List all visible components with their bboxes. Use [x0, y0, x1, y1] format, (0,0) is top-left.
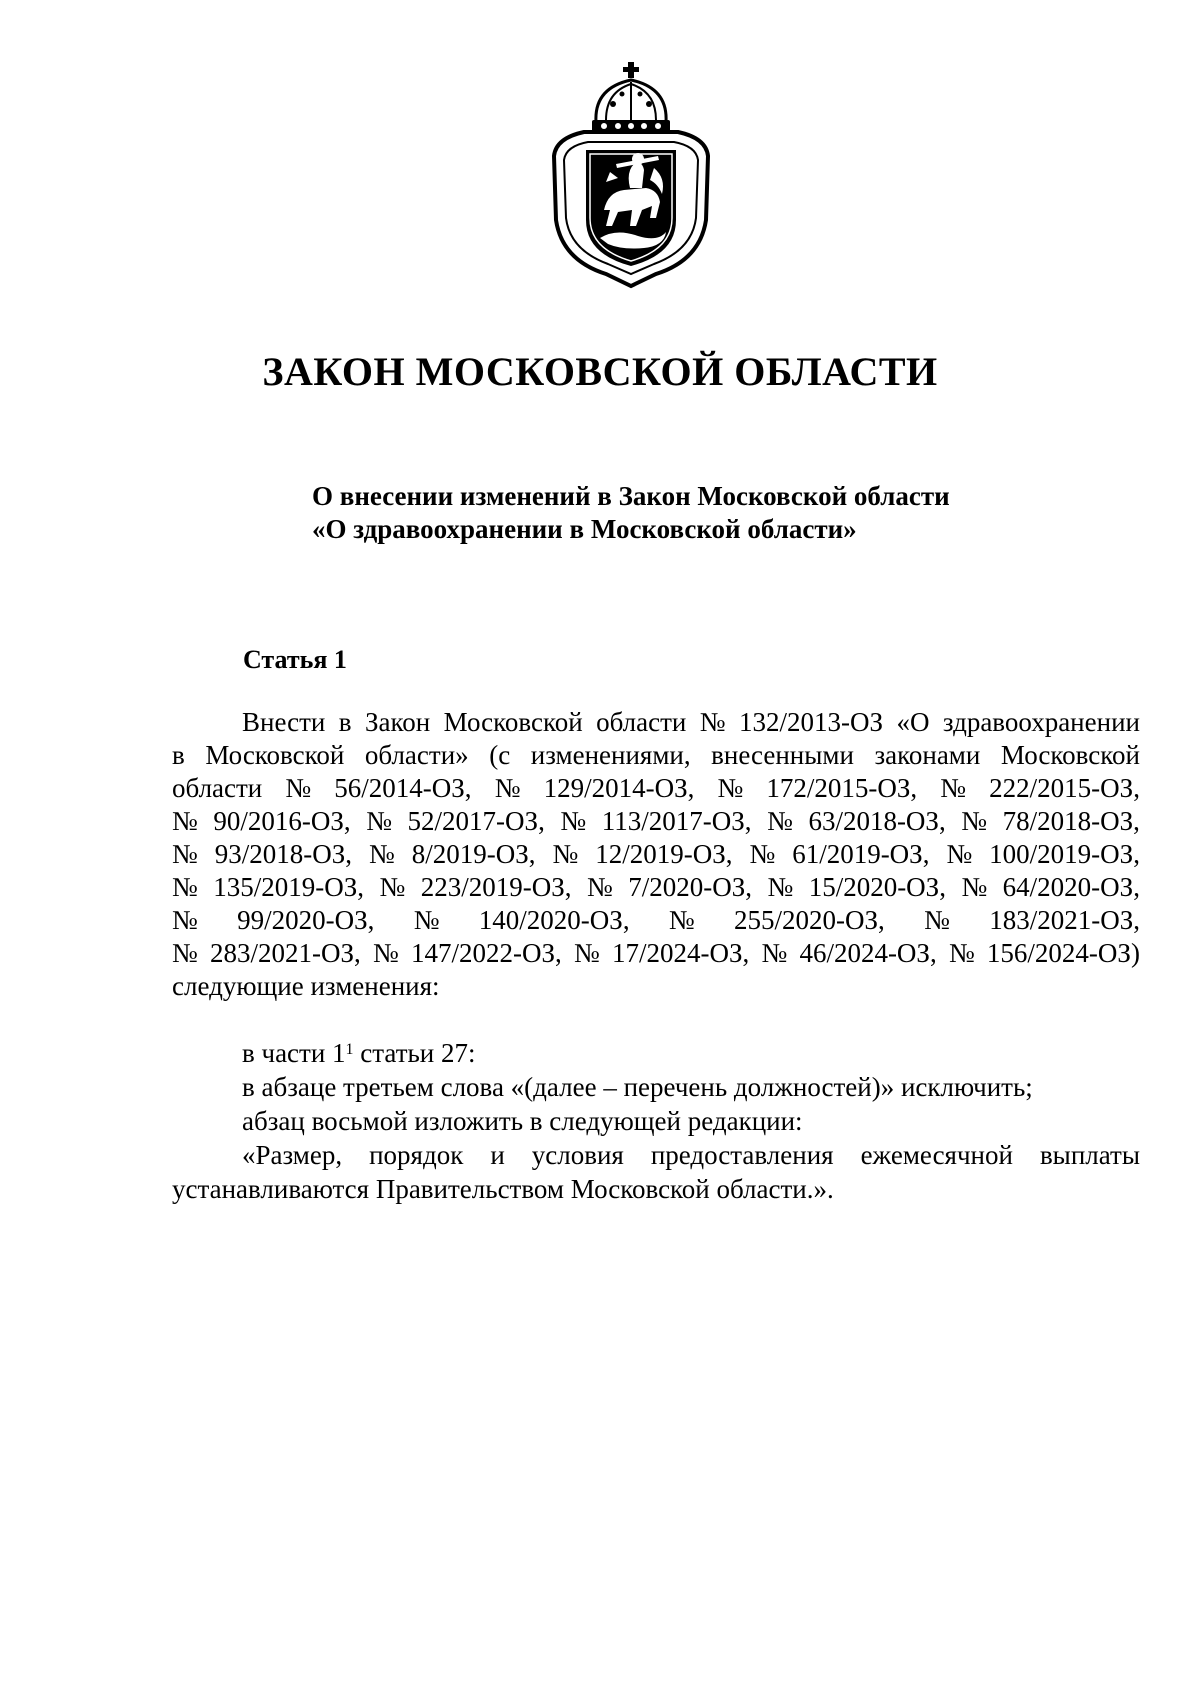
- word: 8/2019-ОЗ,: [411, 839, 536, 869]
- word: 64/2020-ОЗ,: [1002, 872, 1140, 902]
- paragraph-line: [172, 970, 1140, 1003]
- coat-of-arms-icon: [546, 60, 716, 290]
- paragraph-line: [172, 838, 1140, 871]
- word: изменениями,: [530, 740, 691, 770]
- word: 17/2024-ОЗ,: [611, 938, 750, 968]
- word: №: [948, 938, 975, 968]
- word: Внести: [242, 707, 326, 737]
- word: 255/2020-ОЗ,: [734, 905, 885, 935]
- word: №: [366, 806, 392, 836]
- word: 132/2013-ОЗ: [739, 707, 884, 737]
- amendment-part-line: [172, 1037, 1140, 1070]
- word: законами: [874, 740, 981, 770]
- subtitle-line: О внесении изменений в Закон Московской области: [312, 481, 950, 511]
- article-body: [172, 706, 1140, 1207]
- word: выплаты: [1039, 1140, 1140, 1170]
- paragraph-line: [172, 805, 1140, 838]
- paragraph-line: [172, 706, 1140, 739]
- word: в: [338, 707, 352, 737]
- word: №: [961, 872, 988, 902]
- word: предоставления: [650, 1140, 834, 1170]
- word: №: [961, 806, 988, 836]
- word: №: [172, 938, 198, 968]
- word: 99/2020-ОЗ,: [237, 905, 375, 935]
- word: в: [172, 740, 185, 770]
- paragraph-line: [172, 937, 1140, 970]
- word: №: [946, 839, 973, 869]
- word: №: [372, 938, 399, 968]
- paragraph-line: [172, 772, 1140, 805]
- quoted-text-line: устанавливаются Правительством Московской области.».: [172, 1174, 834, 1204]
- word: следующие изменения:: [172, 971, 440, 1001]
- word: №: [761, 938, 788, 968]
- amendment-part-superscript: 1: [345, 1041, 354, 1058]
- word: Московской: [205, 740, 345, 770]
- word: 172/2015-ОЗ,: [766, 773, 918, 803]
- amendment-part-suffix: статьи 27:: [353, 1038, 476, 1068]
- word: 135/2019-ОЗ,: [213, 872, 365, 902]
- word: №: [767, 806, 793, 836]
- word: области: [172, 773, 263, 803]
- main-paragraph: [172, 706, 1140, 1003]
- word: №: [494, 773, 521, 803]
- word: №: [172, 905, 198, 935]
- amendment-part-prefix: в части 1: [242, 1038, 346, 1068]
- quoted-text-line: [172, 1139, 1140, 1172]
- amendment-line: абзац восьмой изложить в следующей редакции:: [242, 1106, 803, 1136]
- word: №: [749, 839, 776, 869]
- word: 223/2019-ОЗ,: [420, 872, 572, 902]
- word: условия: [531, 1140, 624, 1170]
- word: 63/2018-ОЗ,: [808, 806, 946, 836]
- word: ежемесячной: [860, 1140, 1013, 1170]
- word: Московской: [443, 707, 583, 737]
- word: 90/2016-ОЗ,: [213, 806, 351, 836]
- word: №: [668, 905, 695, 935]
- word: №: [560, 806, 587, 836]
- word: 56/2014-ОЗ,: [334, 773, 472, 803]
- word: №: [924, 905, 950, 935]
- article-heading: Статья 1: [243, 645, 347, 674]
- word: здравоохранении: [942, 707, 1140, 737]
- word: внесенными: [711, 740, 854, 770]
- word: Закон: [364, 707, 431, 737]
- word: области»: [364, 740, 469, 770]
- word: и: [490, 1140, 505, 1170]
- amendment-line: в абзаце третьем слова «(далее – перечень должностей)» исключить;: [242, 1072, 1033, 1102]
- word: «О: [896, 707, 930, 737]
- paragraph-line: [172, 739, 1140, 772]
- law-subtitle: [312, 480, 1072, 546]
- word: №: [586, 872, 613, 902]
- word: №: [172, 839, 198, 869]
- word: №: [940, 773, 967, 803]
- word: «Размер,: [242, 1140, 343, 1170]
- word: 52/2017-ОЗ,: [407, 806, 545, 836]
- word: №: [368, 839, 395, 869]
- subtitle-line: «О здравоохранении в Московской области»: [312, 514, 857, 544]
- word: №: [573, 938, 600, 968]
- word: №: [413, 905, 440, 935]
- law-title: ЗАКОН МОСКОВСКОЙ ОБЛАСТИ: [262, 349, 938, 394]
- word: 183/2021-ОЗ,: [989, 905, 1140, 935]
- word: №: [767, 872, 794, 902]
- word: 93/2018-ОЗ,: [214, 839, 353, 869]
- word: №: [717, 773, 744, 803]
- word: 100/2019-ОЗ,: [989, 839, 1140, 869]
- word: порядок: [369, 1140, 464, 1170]
- word: 113/2017-ОЗ,: [601, 806, 752, 836]
- word: (с: [489, 740, 511, 770]
- word: 129/2014-ОЗ,: [543, 773, 695, 803]
- word: №: [379, 872, 406, 902]
- paragraph-line: [172, 904, 1140, 937]
- word: №: [552, 839, 579, 869]
- word: 78/2018-ОЗ,: [1002, 806, 1140, 836]
- word: 61/2019-ОЗ,: [792, 839, 930, 869]
- word: №: [699, 707, 726, 737]
- word: 12/2019-ОЗ,: [595, 839, 733, 869]
- amendment-block: [172, 1037, 1140, 1206]
- word: 147/2022-ОЗ,: [410, 938, 562, 968]
- word: 222/2015-ОЗ,: [989, 773, 1140, 803]
- paragraph-line: [172, 871, 1140, 904]
- word: 140/2020-ОЗ,: [478, 905, 630, 935]
- word: №: [285, 773, 312, 803]
- word: 283/2021-ОЗ,: [209, 938, 361, 968]
- word: области: [596, 707, 687, 737]
- word: 7/2020-ОЗ,: [628, 872, 752, 902]
- word: 156/2024-ОЗ): [986, 938, 1140, 968]
- word: №: [172, 872, 198, 902]
- word: №: [172, 806, 198, 836]
- word: 15/2020-ОЗ,: [808, 872, 946, 902]
- word: Московской: [1000, 740, 1140, 770]
- word: 46/2024-ОЗ,: [799, 938, 937, 968]
